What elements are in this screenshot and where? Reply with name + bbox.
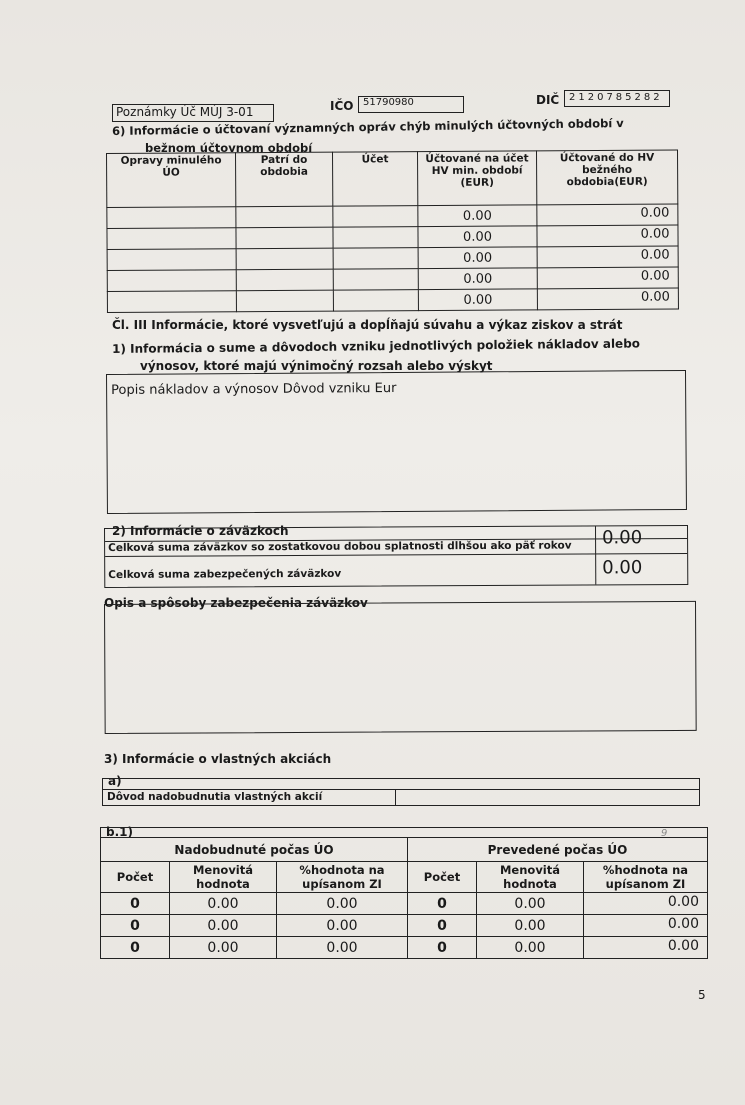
cell-value: 0 (101, 915, 170, 937)
opis-box (104, 601, 697, 734)
cell-value: 0 (408, 937, 477, 959)
section6-table (106, 150, 679, 313)
table-row (107, 288, 678, 312)
cell-value: 0.00 (170, 915, 277, 937)
dic-value: 2120785282 (569, 92, 663, 103)
ico-label: IČO (330, 99, 354, 113)
col-ucet: Účet (332, 152, 417, 207)
section2-row1-label: Celková suma záväzkov so zostatkovou dobou splatnosti dlhšou ako päť rokov (108, 539, 572, 554)
cell-value: 0.00 (537, 204, 678, 226)
section1-title-line2: výnosov, ktoré majú výnimočný rozsah alebo výskyt (140, 359, 493, 373)
col-menovita: Menovitá hodnota (477, 862, 584, 893)
section6-title-line2: bežnom účtovnom období (145, 141, 313, 155)
cell-value: 0.00 (584, 893, 708, 915)
section1-title-line1: 1) Informácia o sume a dôvodoch vzniku jednotlivých položiek nákladov alebo (112, 336, 641, 356)
cell-value: 0.00 (277, 937, 408, 959)
section3-table (100, 827, 708, 959)
col-menovita: Menovitá hodnota (170, 862, 277, 893)
opis-title: Opis a spôsoby zabezpečenia záväzkov (104, 596, 368, 610)
section2-rows (104, 525, 688, 588)
section3-a-row (102, 778, 700, 806)
cell-value: 0.00 (477, 937, 584, 959)
cell-value: 0.00 (537, 288, 678, 310)
cell-value: 0 (408, 915, 477, 937)
ico-box (358, 96, 464, 113)
col-opravy: Opravy minulého ÚO (107, 153, 236, 208)
dic-label: DIČ (536, 93, 560, 107)
poznamky-label: Poznámky Úč MÚJ 3-01 (116, 105, 254, 119)
cell-value: 0.00 (418, 268, 537, 290)
section2-row2-label: Celková suma zabezpečených záväzkov (108, 567, 342, 581)
table-row (101, 893, 708, 915)
cell-value: 0.00 (418, 247, 537, 269)
col-hodnota-zi: %hodnota na upísanom ZI (584, 862, 708, 893)
section2-row2-value: 0.00 (602, 557, 643, 579)
section1-box (106, 370, 687, 514)
table-row (101, 915, 708, 937)
section6-title-line1: 6) Informácie o účtovaní významných opráv chýb minulých účtovných období v (112, 115, 624, 138)
poznamky-box (112, 104, 274, 122)
section2-row1-value: 0.00 (602, 527, 643, 549)
cell-value: 0.00 (584, 915, 708, 937)
cell-value: 0 (101, 893, 170, 915)
cell-value: 0.00 (537, 267, 678, 289)
cell-value: 0.00 (477, 915, 584, 937)
cell-value: 0.00 (170, 937, 277, 959)
cell-value: 0.00 (418, 289, 537, 311)
cell-value: 0 (408, 893, 477, 915)
cell-value: 0.00 (537, 246, 678, 268)
section3-a-label: a) (108, 774, 122, 788)
section2-title: 2) Informácie o záväzkoch (112, 524, 289, 538)
article3-title: Čl. III Informácie, ktoré vysvetľujú a dopĺňajú súvahu a výkaz ziskov a strát (112, 318, 623, 332)
cell-value: 0.00 (418, 226, 537, 248)
cell-value: 0.00 (584, 937, 708, 959)
cell-value: 0.00 (418, 205, 537, 227)
page-number: 5 (698, 988, 706, 1002)
section1-box-text: Popis nákladov a výnosov Dôvod vzniku Eur (111, 380, 397, 398)
cell-value: 0.00 (477, 893, 584, 915)
cell-value: 0.00 (170, 893, 277, 915)
col-hv-min: Účtované na účet HV min. období (EUR) (417, 151, 536, 206)
table-row (101, 937, 708, 959)
section3-a-text: Dôvod nadobudnutia vlastných akcií (107, 791, 323, 803)
ico-value: 51790980 (363, 97, 414, 108)
section3-b1-label: b.1) (106, 825, 133, 839)
col-hv-bezne: Účtované do HV bežného obdobia(EUR) (536, 150, 677, 205)
dic-box (564, 90, 670, 107)
section3-title: 3) Informácie o vlastných akciách (104, 752, 332, 766)
trans-header: Prevedené počas ÚO (408, 838, 708, 862)
cell-value: 0.00 (537, 225, 678, 247)
col-pocet: Počet (408, 862, 477, 893)
col-patri: Patrí do obdobia (236, 152, 333, 207)
acq-header: Nadobudnuté počas ÚO (101, 838, 408, 862)
cell-value: 0.00 (277, 893, 408, 915)
cell-value: 0 (101, 937, 170, 959)
cell-value: 0.00 (277, 915, 408, 937)
col-pocet: Počet (101, 862, 170, 893)
col-hodnota-zi: %hodnota na upísanom ZI (277, 862, 408, 893)
margin-mark: 9 (661, 828, 668, 839)
